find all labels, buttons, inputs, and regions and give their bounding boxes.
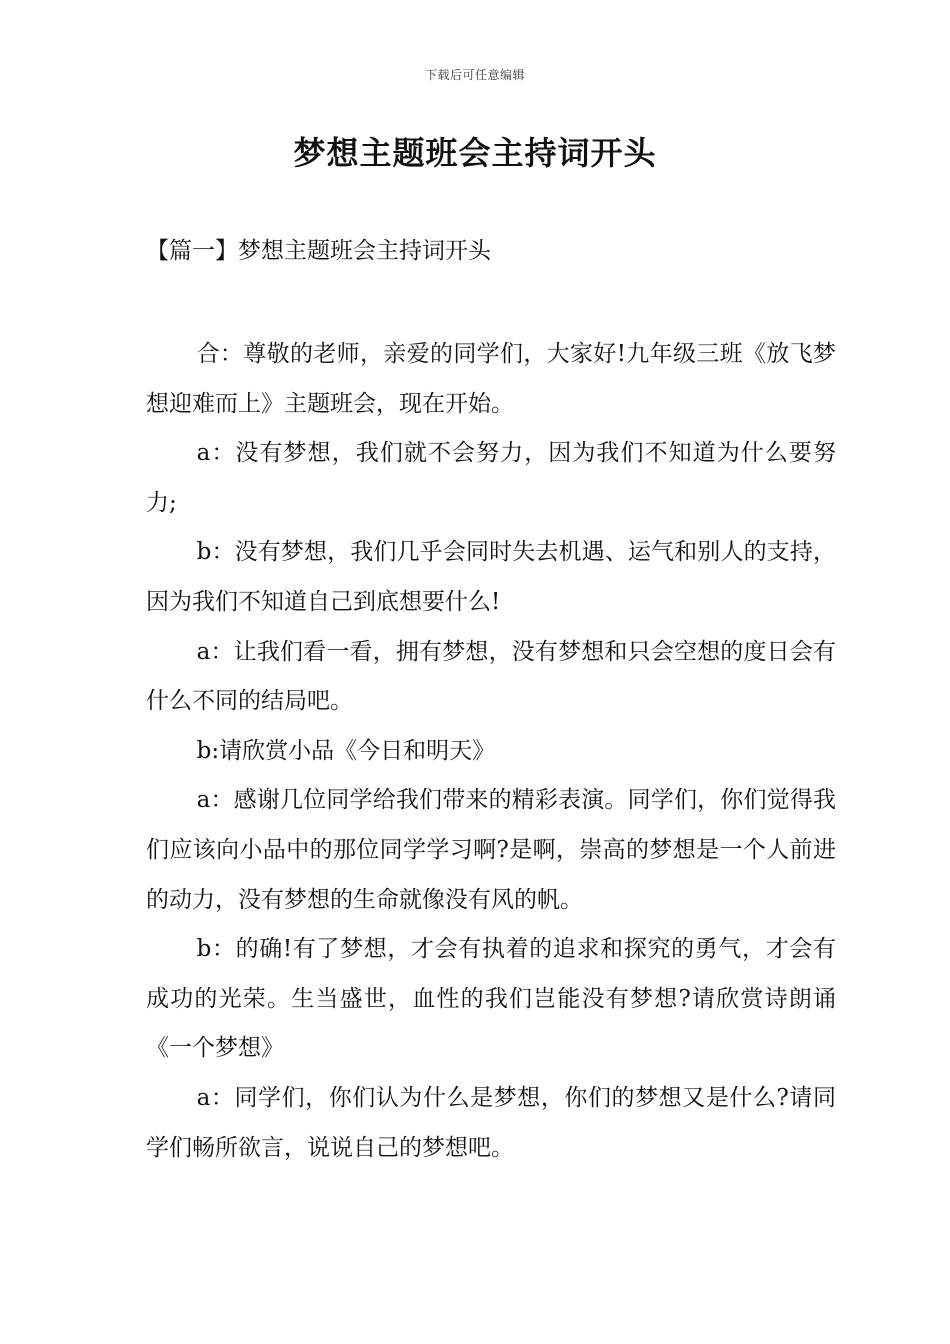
paragraph: b:请欣赏小品《今日和明天》: [196, 737, 496, 764]
header-note: 下载后可任意编辑: [424, 68, 525, 82]
paragraph: a：让我们看一看，拥有梦想，没有梦想和只会空想的度日会有什么不同的结局吧。: [146, 638, 836, 715]
paragraph: b：的确!有了梦想，才会有执着的追求和探究的勇气，才会有成功的光荣。生当盛世，血性的我们岂能没有梦想?请欣赏诗朗诵《一个梦想》: [146, 936, 836, 1062]
paragraph: b：没有梦想，我们几乎会同时失去机遇、运气和别人的支持，因为我们不知道自己到底想要什么!: [146, 539, 836, 615]
paragraph: a：没有梦想，我们就不会努力，因为我们不知道为什么要努力;: [146, 440, 836, 516]
paragraph: 合：尊敬的老师，亲爱的同学们，大家好!九年级三班《放飞梦想迎难而上》主题班会，现在开始。: [146, 341, 836, 417]
document-body: [146, 330, 836, 1173]
document-title: 梦想主题班会主持词开头: [293, 134, 657, 172]
section-heading: 【篇一】梦想主题班会主持词开头: [146, 238, 491, 264]
paragraph: a：同学们，你们认为什么是梦想，你们的梦想又是什么?请同学们畅所欲言，说说自己的梦想吧。: [146, 1084, 836, 1161]
paragraph: a：感谢几位同学给我们带来的精彩表演。同学们，你们觉得我们应该向小品中的那位同学学习啊?是啊，崇高的梦想是一个人前进的动力，没有梦想的生命就像没有风的帆。: [146, 787, 836, 913]
